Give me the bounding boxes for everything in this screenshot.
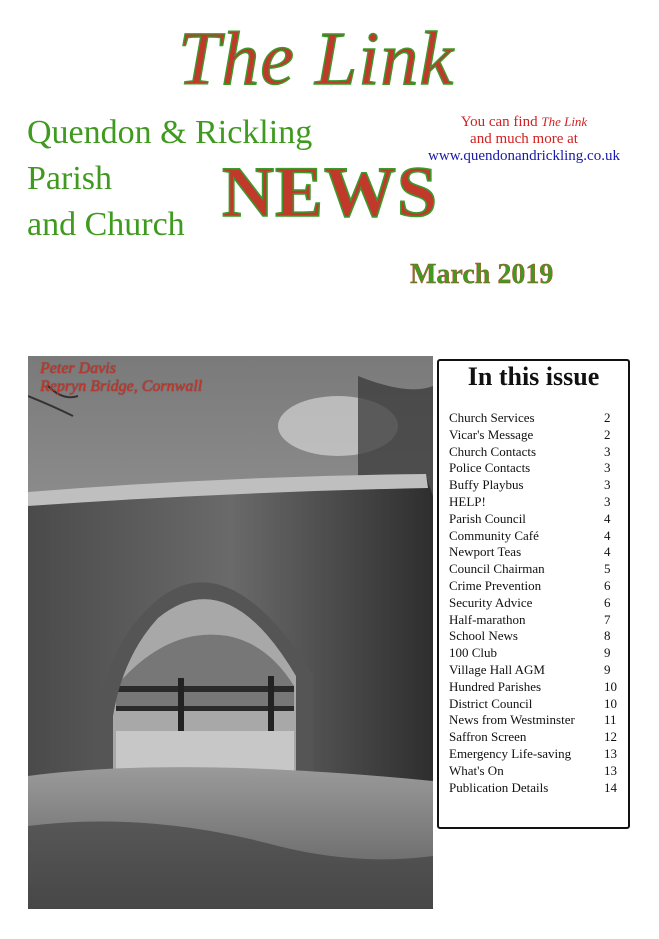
website-promo (423, 113, 625, 165)
contents-item-page: 9 (604, 645, 611, 661)
contents-item-label: Village Hall AGM (449, 661, 545, 677)
contents-item-label: Parish Council (449, 510, 526, 526)
news-title: NEWS (222, 152, 439, 232)
contents-item-label: Church Contacts (449, 443, 537, 459)
contents-item-page: 3 (604, 493, 611, 509)
masthead-title: The Link (178, 17, 455, 101)
contents-item[interactable] (449, 460, 620, 477)
website-link[interactable]: www.quendonandrickling.co.uk (428, 148, 620, 164)
contents-heading: In this issue (467, 362, 600, 391)
contents-item-label: Buffy Playbus (449, 477, 524, 493)
contents-box (437, 359, 630, 829)
contents-item-page: 6 (604, 577, 611, 593)
contents-item-label: News from Westminster (449, 712, 575, 728)
photo-location: Repryn Bridge, Cornwall (40, 378, 203, 395)
contents-item-label: Hundred Parishes (449, 678, 542, 694)
contents-item[interactable] (449, 662, 620, 679)
parish-name-line-1: Quendon & Rickling (27, 114, 313, 151)
contents-item-page: 3 (604, 477, 611, 493)
parish-name-line-2: Parish (27, 160, 112, 197)
contents-list (449, 410, 620, 796)
contents-item[interactable] (449, 427, 620, 444)
photo-caption (40, 360, 202, 396)
contents-item-label: Emergency Life-saving (449, 745, 572, 761)
promo-publication-name: The Link (541, 114, 588, 129)
cover-photo (28, 356, 433, 909)
contents-item-label: Vicar's Message (449, 426, 534, 442)
contents-item-label: Council Chairman (449, 561, 545, 577)
contents-item-page: 4 (604, 510, 611, 526)
contents-item[interactable] (449, 729, 620, 746)
contents-item[interactable] (449, 578, 620, 595)
contents-item[interactable] (449, 763, 620, 780)
contents-item[interactable] (449, 494, 620, 511)
contents-item[interactable] (449, 612, 620, 629)
contents-item-label: Publication Details (449, 779, 549, 795)
contents-item-label: Saffron Screen (449, 729, 527, 745)
contents-item[interactable] (449, 595, 620, 612)
contents-item-label: Security Advice (449, 594, 533, 610)
contents-item[interactable] (449, 444, 620, 461)
contents-item-label: District Council (449, 695, 533, 711)
contents-item-page: 3 (604, 460, 611, 476)
promo-line-1: You can find The Link (460, 114, 588, 130)
contents-item-page: 5 (604, 561, 611, 577)
contents-item-page: 12 (604, 729, 617, 745)
contents-item-page: 11 (604, 712, 617, 728)
contents-item-page: 4 (604, 527, 611, 543)
contents-item[interactable] (449, 712, 620, 729)
contents-item-page: 8 (604, 628, 611, 644)
parish-name-line-3: and Church (27, 206, 185, 243)
contents-item[interactable] (449, 410, 620, 427)
contents-item[interactable] (449, 628, 620, 645)
contents-item-label: Church Services (449, 410, 535, 425)
promo-line-2: and much more at (470, 131, 578, 147)
issue-date: March 2019 (410, 259, 554, 290)
contents-item-page: 10 (604, 695, 617, 711)
contents-item-label: Newport Teas (449, 544, 522, 560)
contents-item[interactable] (449, 679, 620, 696)
contents-item[interactable] (449, 561, 620, 578)
contents-item-page: 2 (604, 426, 611, 442)
contents-item-page: 14 (604, 779, 617, 795)
contents-item-label: School News (449, 628, 518, 644)
contents-item-label: 100 Club (449, 645, 498, 661)
contents-item-label: Community Café (449, 527, 539, 543)
contents-item[interactable] (449, 511, 620, 528)
contents-item-label: HELP! (449, 493, 486, 509)
contents-item[interactable] (449, 528, 620, 545)
contents-item-page: 3 (604, 443, 611, 459)
contents-item[interactable] (449, 746, 620, 763)
contents-item-label: Crime Prevention (449, 577, 542, 593)
contents-item-label: Half-marathon (449, 611, 526, 627)
contents-item-page: 10 (604, 678, 617, 694)
contents-item[interactable] (449, 780, 620, 797)
contents-item-page: 7 (604, 611, 611, 627)
contents-item[interactable] (449, 477, 620, 494)
contents-item-page: 4 (604, 544, 611, 560)
contents-item-page: 2 (604, 410, 611, 425)
contents-item[interactable] (449, 645, 620, 662)
contents-item-page: 6 (604, 594, 611, 610)
contents-item-label: Police Contacts (449, 460, 531, 476)
contents-item-page: 13 (604, 745, 617, 761)
contents-item[interactable] (449, 544, 620, 561)
contents-item-label: What's On (449, 762, 504, 778)
contents-item-page: 9 (604, 661, 611, 677)
contents-item[interactable] (449, 696, 620, 713)
contents-item-page: 13 (604, 762, 617, 778)
photo-credit: Peter Davis (40, 360, 116, 377)
